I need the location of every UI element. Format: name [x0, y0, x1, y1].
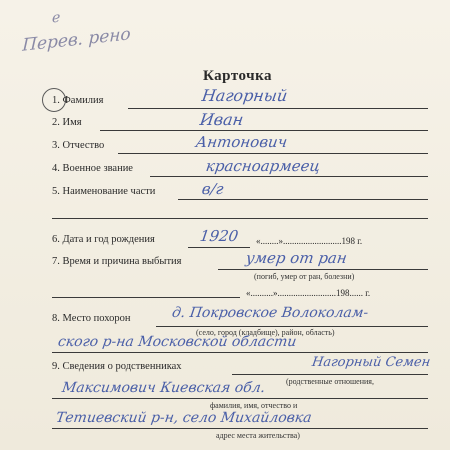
relatives-line: [232, 374, 428, 375]
first-name-label: 2. Имя: [52, 117, 82, 128]
first-name-line: [100, 130, 428, 131]
burial-value-2: ского р-на Московской области: [56, 334, 298, 350]
burial-hint: (село, город (кладбище), район, область): [196, 328, 335, 337]
birth-line: [188, 247, 250, 248]
departure-date-blank: «..........»..........................198...... г.: [246, 288, 371, 298]
patronymic-line: [118, 153, 428, 154]
unit-label: 5. Наименование части: [52, 186, 156, 197]
rank-line: [150, 176, 428, 177]
departure-line-2: [52, 297, 240, 298]
burial-line: [156, 326, 428, 327]
surname-value: Нагорный: [200, 86, 289, 105]
rank-label: 4. Военное звание: [52, 163, 133, 174]
rank-value: красноармеец: [204, 157, 322, 175]
relatives-value-3: Тетиевский р-н, село Михайловка: [54, 410, 313, 426]
relatives-value-1: Нагорный Семен: [310, 355, 432, 370]
unit-line: [178, 199, 428, 200]
pencil-note: Перев. рено: [21, 24, 131, 56]
first-name-value: Иван: [198, 110, 245, 129]
departure-label: 7. Время и причина выбытия: [52, 256, 182, 267]
birth-label: 6. Дата и год рождения: [52, 234, 155, 245]
pencil-note-top: е: [51, 9, 61, 27]
relatives-label: 9. Сведения о родственниках: [52, 361, 182, 372]
patronymic-label: 3. Отчество: [52, 140, 105, 151]
relatives-hint-3: адрес места жительства): [216, 431, 300, 440]
relatives-value-2: Максимович Киевская обл.: [60, 380, 267, 396]
departure-value: умер от ран: [244, 249, 349, 267]
relatives-hint-1: (родственные отношения,: [286, 377, 374, 386]
birth-date-blank: «........»..........................198 г.: [256, 236, 363, 246]
departure-line: [218, 269, 428, 270]
relatives-line-3: [52, 428, 428, 429]
card-title: Карточка: [203, 68, 272, 84]
burial-line-2: [52, 352, 428, 353]
relatives-hint-2: фамилия, имя, отчество и: [210, 401, 298, 410]
surname-line: [128, 108, 428, 109]
departure-hint: (погиб, умер от ран, болезни): [254, 272, 355, 281]
unit-line-extra: [52, 218, 428, 219]
burial-value-1: д. Покровское Волоколам-: [170, 305, 370, 321]
surname-label: 1. Фамилия: [52, 95, 104, 106]
patronymic-value: Антонович: [194, 133, 289, 151]
burial-label: 8. Место похорон: [52, 313, 131, 324]
unit-value: в/г: [200, 180, 225, 198]
relatives-line-2: [52, 398, 428, 399]
birth-year-value: 1920: [198, 227, 240, 245]
